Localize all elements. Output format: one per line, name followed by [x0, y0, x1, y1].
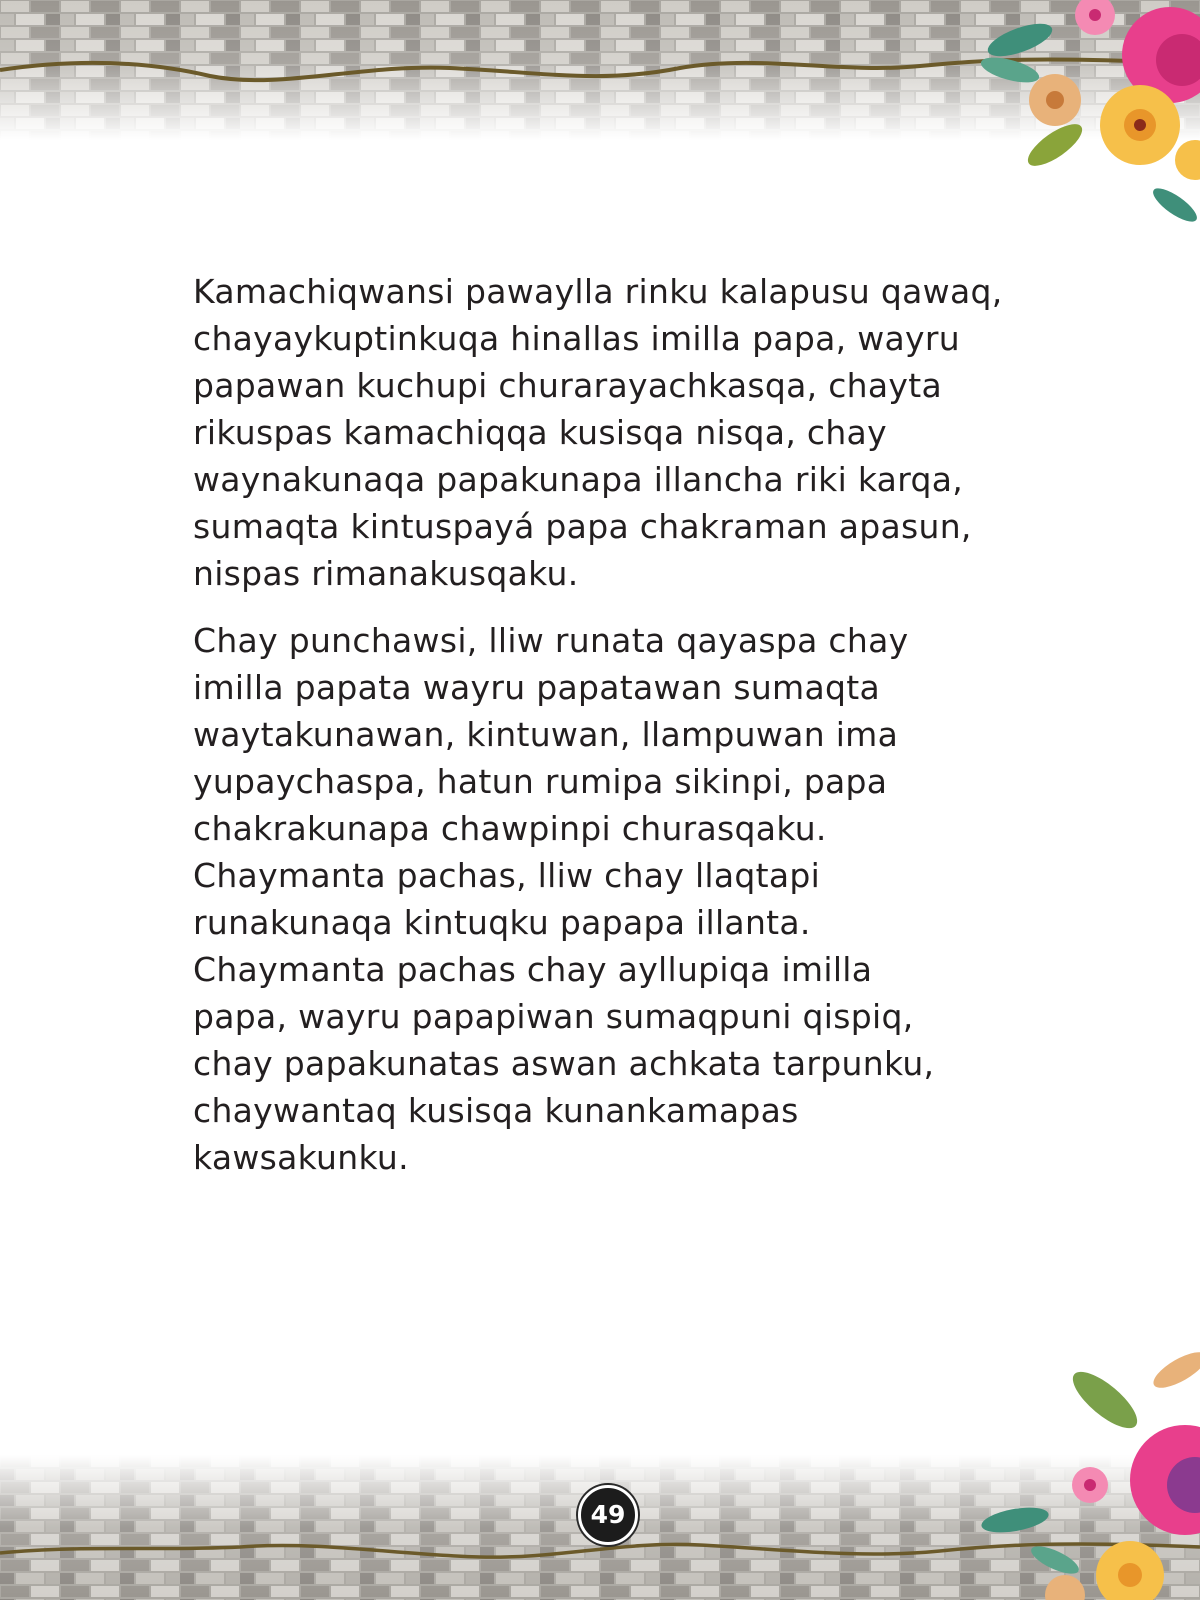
paragraph: Kamachiqwansi pawaylla rinku kalapusu qawaq, chayaykuptinkuqa hinallas imilla papa, wayru papawan kuchupi churarayachkasqa, chayta rikuspas kamachiqqa kusisqa nisqa, chay waynakunaqa papakunapa illancha riki karqa, sumaqta kintuspayá papa chakraman apasun, nispas rimanakusqaku.	[193, 272, 1003, 593]
page-number: 49	[578, 1485, 638, 1545]
flower-bouquet-icon	[960, 0, 1200, 250]
paragraph: Chay punchawsi, lliw runata qayaspa chay imilla papata wayru papatawan sumaqta waytakunawan, kintuwan, llampuwan ima yupaychaspa, hatun rumipa sikinpi, papa chakrakunapa chawpinpi churasqaku. Chaymanta pachas, lliw chay llaqtapi runakunaqa kintuqku papapa illanta. Chaymanta pachas chay ayllupiqa imilla papa, wayru papapiwan sumaqpuni qispiq, chay papakunatas aswan achkata tarpunku, chaywantaq kusisqa kunankamapas kawsakunku.	[193, 621, 935, 1177]
flower-bouquet-icon	[955, 1350, 1200, 1600]
story-text	[193, 268, 1053, 1201]
